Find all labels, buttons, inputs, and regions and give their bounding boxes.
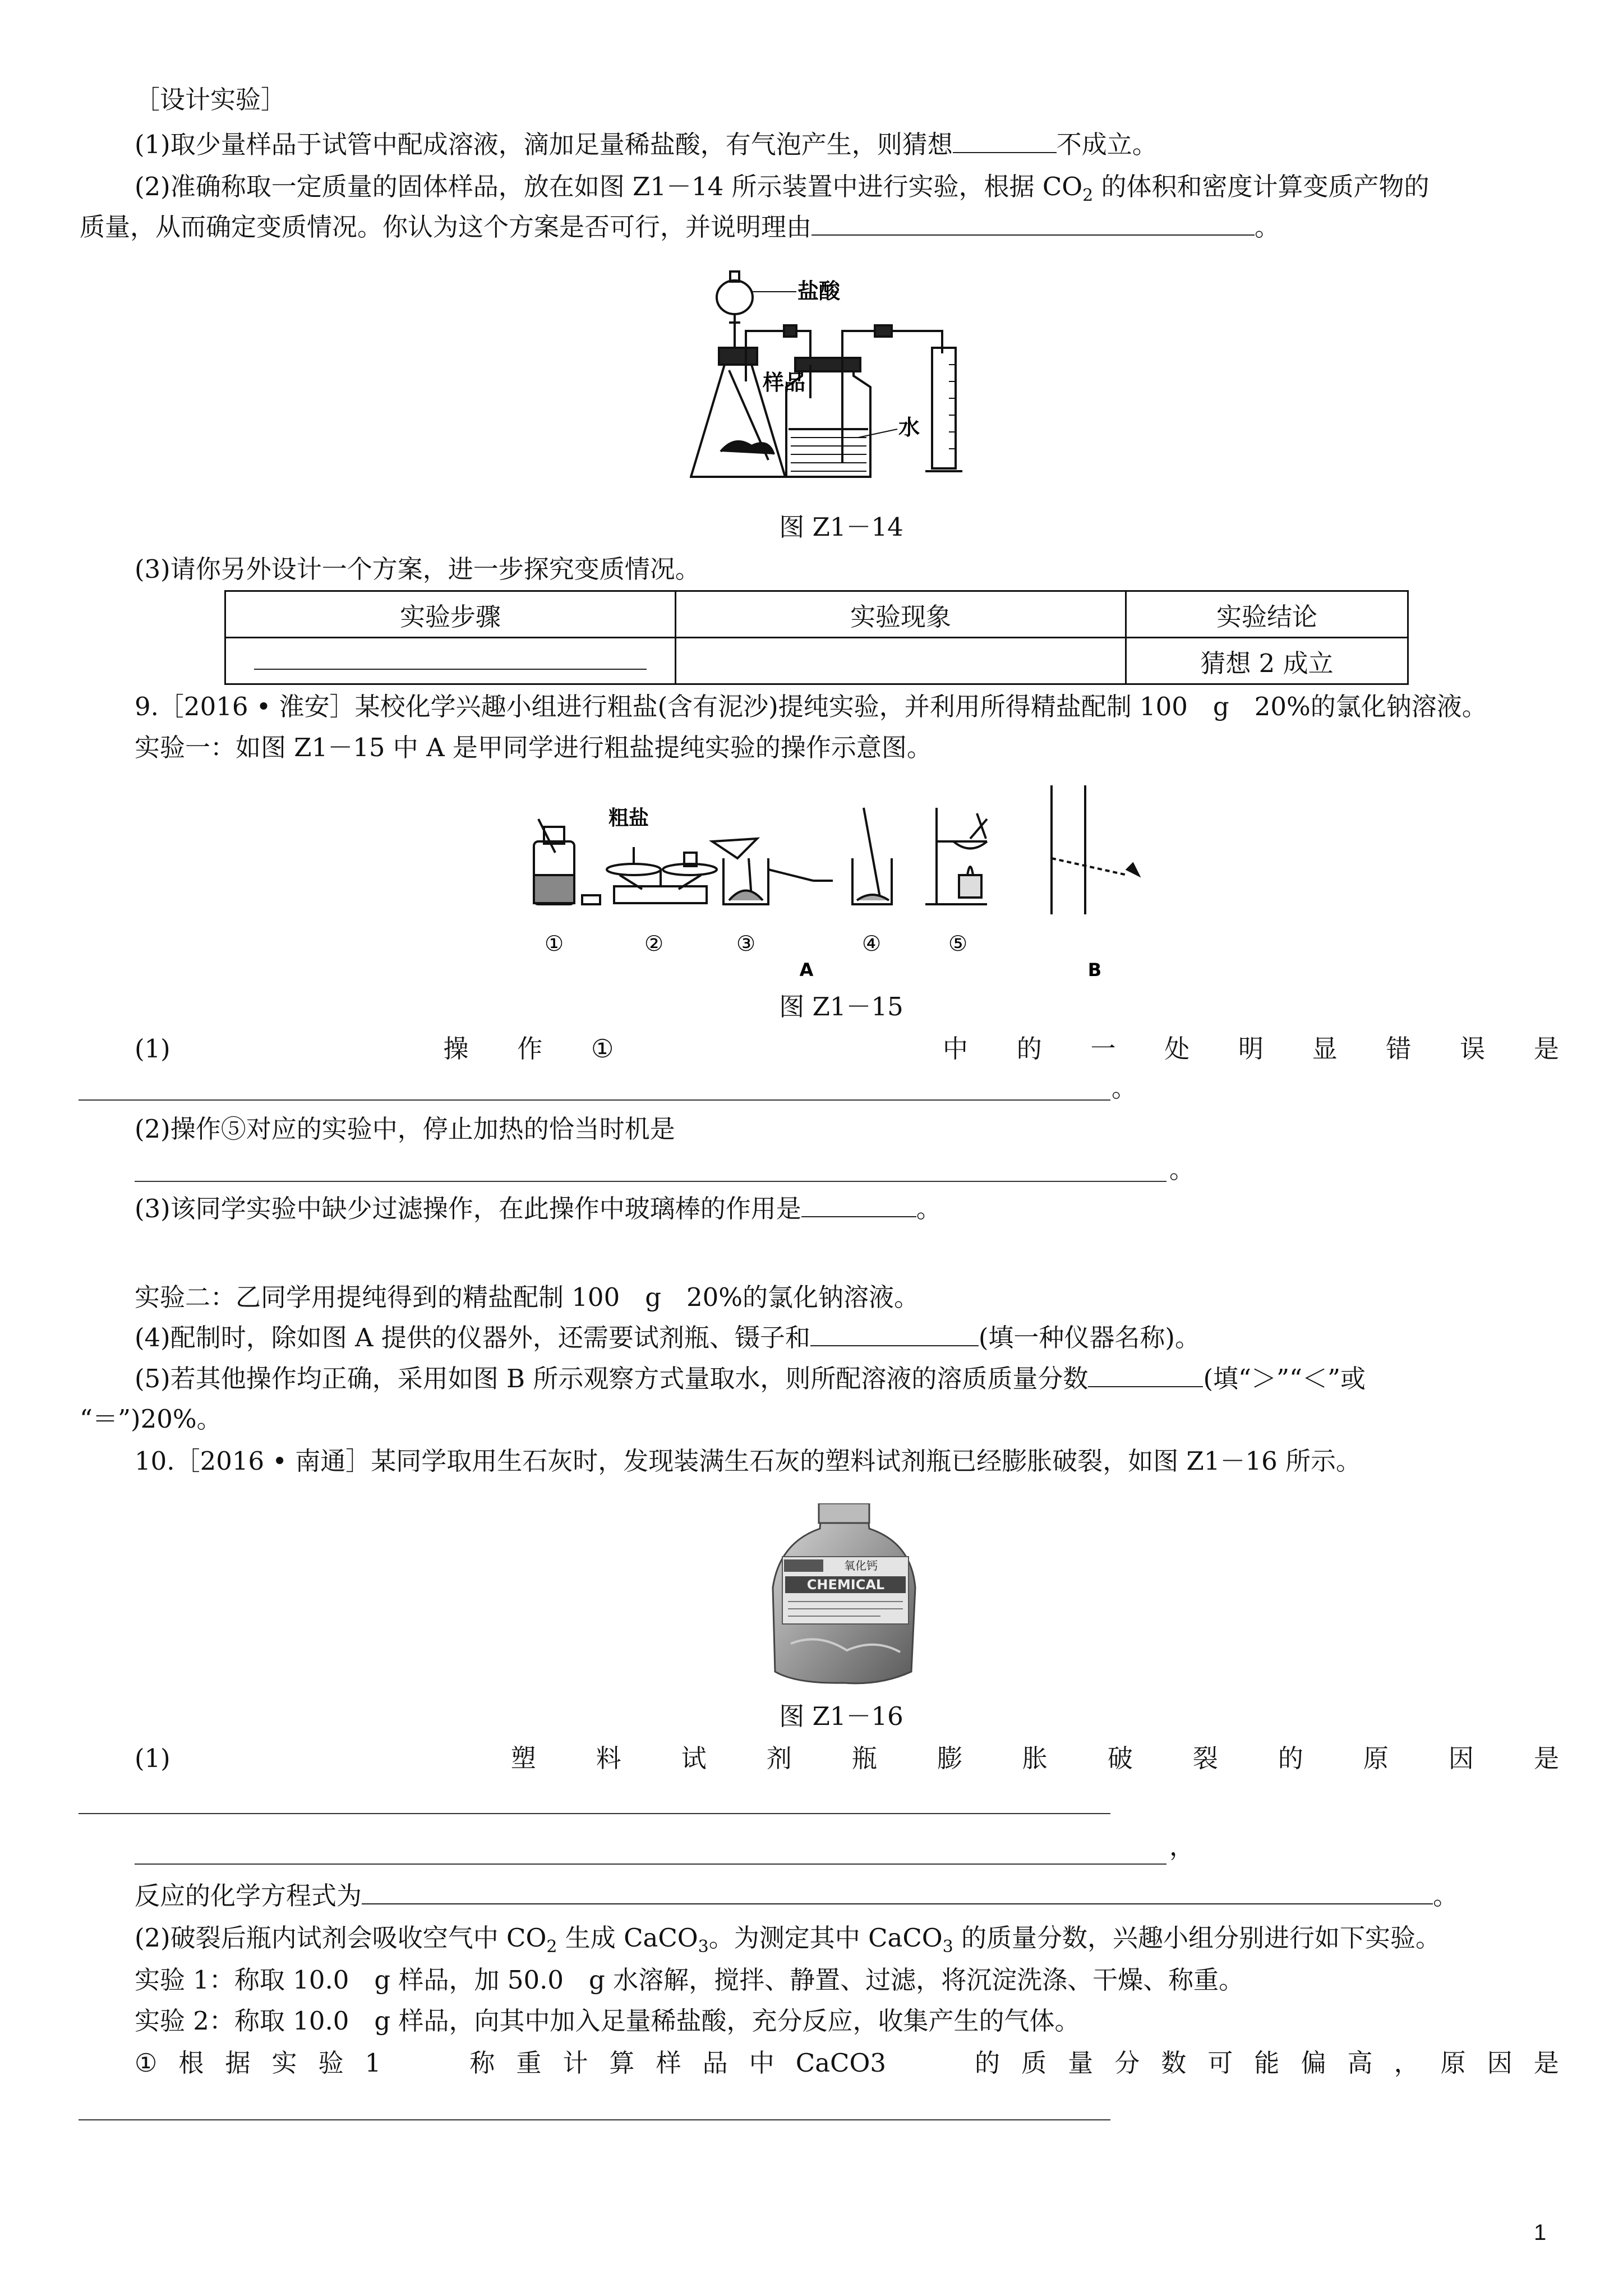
- question-9-3-suffix: 。: [916, 1194, 942, 1223]
- question-9-1-word: 处: [1164, 1034, 1190, 1064]
- question-10-2-1-word: 验: [318, 2048, 344, 2078]
- experiment-1-text: 实验 1：称取 10.0 g 样品，加 50.0 g 水溶解，搅拌、静置、过滤，将沉淀洗涤、干燥、称重。: [135, 1965, 1244, 1995]
- question-10-2-1-word: 样: [656, 2048, 681, 2078]
- label-crude-salt: 粗盐: [608, 807, 649, 830]
- question-10-2-1-word: 因: [1487, 2048, 1513, 2078]
- subscript: 2: [546, 1937, 557, 1957]
- question-9-1-word: (1): [135, 1034, 170, 1064]
- bottle-label-cn: 氧化钙: [844, 1559, 878, 1572]
- question-10-2-1-word: 是: [1533, 2048, 1559, 2078]
- question-10-1-word: 膨: [937, 1743, 962, 1773]
- question-10-1-word: 瓶: [851, 1743, 877, 1773]
- question-10-2-1-word: 品: [702, 2048, 728, 2078]
- question-10-2-1-word: 原: [1440, 2048, 1466, 2078]
- question-10-2-1-line: [135, 2046, 1559, 2080]
- operation-number: ④: [861, 931, 882, 956]
- question-10-1-word: 破: [1107, 1743, 1133, 1773]
- question-1-suffix: 不成立。: [1056, 130, 1158, 159]
- question-9-1-word: 误: [1460, 1034, 1486, 1064]
- operation-number: ③: [736, 931, 756, 956]
- figure-z1-15-operations: [522, 785, 1155, 976]
- answer-line-9-2[interactable]: [135, 1181, 1166, 1182]
- question-10-2-1-word: ，: [1394, 2048, 1419, 2078]
- question-10-2-1-word: 高: [1347, 2048, 1373, 2078]
- question-9-1-word: 的: [1016, 1034, 1042, 1064]
- question-10-1-word: 裂: [1192, 1743, 1218, 1773]
- question-10-2-text: 的质量分数，兴趣小组分别进行如下实验。: [953, 1923, 1441, 1953]
- question-10-2-1-word: 计: [562, 2048, 588, 2078]
- question-9-3-line: [135, 1192, 942, 1226]
- question-10-1-word: 试: [681, 1743, 707, 1773]
- question-10-1-word: 是: [1533, 1743, 1559, 1773]
- question-10-text: 10.［2016 • 南通］某同学取用生石灰时，发现装满生石灰的塑料试剂瓶已经膨胀破裂，如图 Z1－16 所示。: [135, 1446, 1362, 1476]
- question-9-4-text: (4)配制时，除如图 A 提供的仪器外，还需要试剂瓶、镊子和: [135, 1323, 810, 1352]
- answer-blank-9-3[interactable]: [801, 1193, 916, 1217]
- question-9-line-2: 实验一：如图 Z1－15 中 A 是甲同学进行粗盐提纯实验的操作示意图。: [135, 733, 932, 762]
- question-10-1-word: 胀: [1022, 1743, 1048, 1773]
- question-9-line-1: 9.［2016 • 淮安］某校化学兴趣小组进行粗盐(含有泥沙)提纯实验，并利用所得精盐配制 100 g 20%的氯化钠溶液。: [135, 692, 1487, 721]
- question-9-1-word: 显: [1312, 1034, 1338, 1064]
- question-10-2-1-word: 质: [1021, 2048, 1047, 2078]
- question-10-1-equation-line: [135, 1879, 1458, 1913]
- operation-number: ①: [544, 931, 564, 956]
- question-9-1-word: 错: [1386, 1034, 1412, 1064]
- question-10-2-1-word: 中: [749, 2048, 774, 2078]
- question-9-1-word: 明: [1238, 1034, 1264, 1064]
- label-a: A: [799, 959, 814, 976]
- question-9-5-text: (5)若其他操作均正确，采用如图 B 所示观察方式量取水，则所配溶液的溶质质量分数: [135, 1364, 1089, 1393]
- question-10-2-1-word: 分: [1114, 2048, 1140, 2078]
- question-10-2-1-word: 数: [1161, 2048, 1187, 2078]
- question-10-2-1-word: 偏: [1301, 2048, 1326, 2078]
- question-3-text: (3)请你另外设计一个方案，进一步探究变质情况。: [135, 554, 700, 584]
- question-10-1-word: 料: [596, 1743, 621, 1773]
- question-9-5-line-2: “＝”)20%。: [80, 1404, 222, 1434]
- question-10-2-1-word: 实: [271, 2048, 297, 2078]
- question-10-2-1-word: 称: [469, 2048, 495, 2078]
- question-10-1-word: 塑: [510, 1743, 536, 1773]
- figure-caption-z1-16: 图 Z1－16: [779, 1701, 903, 1731]
- answer-suffix-9-1: 。: [1112, 1073, 1137, 1103]
- question-9-4-line: [135, 1321, 1200, 1355]
- question-2-suffix: 。: [1255, 212, 1280, 242]
- label-sample: 样品: [763, 370, 806, 395]
- question-10-2-1-word: 算: [609, 2048, 635, 2078]
- question-9-1-word: 中: [943, 1034, 969, 1064]
- experiment-2-text: 实验 2：称取 10.0 g 样品，向其中加入足量稀盐酸，充分反应，收集产生的气体。: [135, 2006, 1080, 2036]
- answer-line-10-1-b[interactable]: [135, 1864, 1166, 1865]
- question-10-1-word: 因: [1448, 1743, 1474, 1773]
- question-9-1-word: 一: [1090, 1034, 1116, 1064]
- answer-suffix-9-2: 。: [1169, 1154, 1195, 1184]
- question-10-2-1-word: 根: [178, 2048, 204, 2078]
- answer-blank-9-4[interactable]: [810, 1322, 979, 1346]
- subscript: 3: [698, 1937, 709, 1957]
- question-10-2-1-word: 能: [1254, 2048, 1280, 2078]
- question-9-1-word: 作: [517, 1034, 543, 1064]
- question-1-line: [135, 128, 1158, 162]
- answer-comma-10-1: ，: [1169, 1832, 1195, 1861]
- question-9-4-suffix: (填一种仪器名称)。: [978, 1323, 1200, 1352]
- page-number: 1: [1534, 2220, 1547, 2245]
- section-title: ［设计实验］: [135, 85, 287, 114]
- experiment-table: [224, 590, 1409, 685]
- answer-line-10-1-a[interactable]: [79, 1813, 1110, 1814]
- question-10-2-1-word: 可: [1207, 2048, 1233, 2078]
- experiment-2-intro: 实验二：乙同学用提纯得到的精盐配制 100 g 20%的氯化钠溶液。: [135, 1282, 920, 1312]
- question-10-1-word: 的: [1278, 1743, 1303, 1773]
- question-10-2-1-word: 据: [225, 2048, 251, 2078]
- question-10-2-1-word: 的: [975, 2048, 1000, 2078]
- question-10-2-1-word: ①: [135, 2048, 158, 2078]
- question-10-2-1-word: 量: [1068, 2048, 1094, 2078]
- question-9-2-text: (2)操作⑤对应的实验中，停止加热的恰当时机是: [135, 1114, 675, 1144]
- answer-blank-q1[interactable]: [953, 128, 1057, 153]
- answer-blank-9-5[interactable]: [1088, 1363, 1203, 1387]
- question-10-1-equation-text: 反应的化学方程式为: [135, 1881, 362, 1911]
- answer-blank-step[interactable]: [254, 646, 647, 670]
- question-10-2-1-word: 1: [365, 2048, 381, 2078]
- answer-blank-q2[interactable]: [811, 211, 1255, 236]
- question-2-text-c: 质量，从而确定变质情况。你认为这个方案是否可行，并说明理由: [80, 212, 812, 242]
- table-cell-step[interactable]: [225, 638, 676, 684]
- question-9-1-line: [135, 1032, 1559, 1066]
- bottle-label-en: CHEMICAL: [806, 1577, 885, 1593]
- question-10-2-text: (2)破裂后瓶内试剂会吸收空气中 CO: [135, 1923, 547, 1953]
- label-acid: 盐酸: [797, 279, 841, 303]
- answer-line-9-1[interactable]: [79, 1099, 1110, 1101]
- subscript: 2: [1082, 186, 1094, 205]
- question-10-1-word: 原: [1363, 1743, 1389, 1773]
- table-header: 实验步骤: [225, 591, 676, 638]
- question-9-3-text: (3)该同学实验中缺少过滤操作，在此操作中玻璃棒的作用是: [135, 1194, 801, 1223]
- bottle-cap: [819, 1503, 869, 1523]
- figure-caption-z1-14: 图 Z1－14: [779, 512, 903, 542]
- question-10-2-1-word: 重: [516, 2048, 542, 2078]
- table-header: 实验结论: [1126, 591, 1408, 638]
- question-10-1-line: [135, 1742, 1559, 1775]
- question-10-2-1-word: CaCO3: [795, 2048, 886, 2078]
- question-9-1-word: ①: [591, 1034, 614, 1064]
- question-10-2-line: [135, 1921, 1441, 1964]
- answer-line-10-2-1[interactable]: [79, 2119, 1110, 2120]
- table-header: 实验现象: [676, 591, 1126, 638]
- table-cell-phenomenon[interactable]: [676, 638, 1126, 684]
- question-9-1-word: 操: [443, 1034, 469, 1064]
- figure-z1-14-apparatus: [690, 269, 1004, 488]
- question-2-line-2: [80, 210, 1280, 244]
- question-10-1-equation-suffix: 。: [1433, 1881, 1459, 1911]
- table-cell-conclusion: 猜想 2 成立: [1126, 638, 1408, 684]
- subscript: 3: [942, 1937, 953, 1957]
- question-9-5-line: [135, 1362, 1366, 1396]
- answer-blank-10-1-equation[interactable]: [362, 1880, 1433, 1904]
- operation-number: ⑤: [948, 931, 968, 956]
- question-9-5-suffix: (填“＞”“＜”或: [1203, 1364, 1366, 1393]
- figure-caption-z1-15: 图 Z1－15: [779, 992, 903, 1022]
- question-2-line-1: [135, 170, 1430, 213]
- question-10-2-text: 。为测定其中 CaCO: [708, 1923, 943, 1953]
- operation-number: ②: [644, 931, 664, 956]
- question-1-text: (1)取少量样品于试管中配成溶液，滴加足量稀盐酸，有气泡产生，则猜想: [135, 130, 953, 159]
- question-9-1-word: 是: [1533, 1034, 1559, 1064]
- question-10-1-word: 剂: [766, 1743, 792, 1773]
- label-b: B: [1087, 959, 1102, 976]
- label-water: 水: [898, 415, 920, 440]
- figure-z1-16-bottle: [768, 1503, 920, 1686]
- question-2-text-b: 的体积和密度计算变质产物的: [1093, 172, 1430, 201]
- question-10-1-word: (1): [135, 1743, 170, 1773]
- question-10-2-text: 生成 CaCO: [557, 1923, 698, 1953]
- question-2-text-a: (2)准确称取一定质量的固体样品，放在如图 Z1－14 所示装置中进行实验，根据 CO: [135, 172, 1083, 201]
